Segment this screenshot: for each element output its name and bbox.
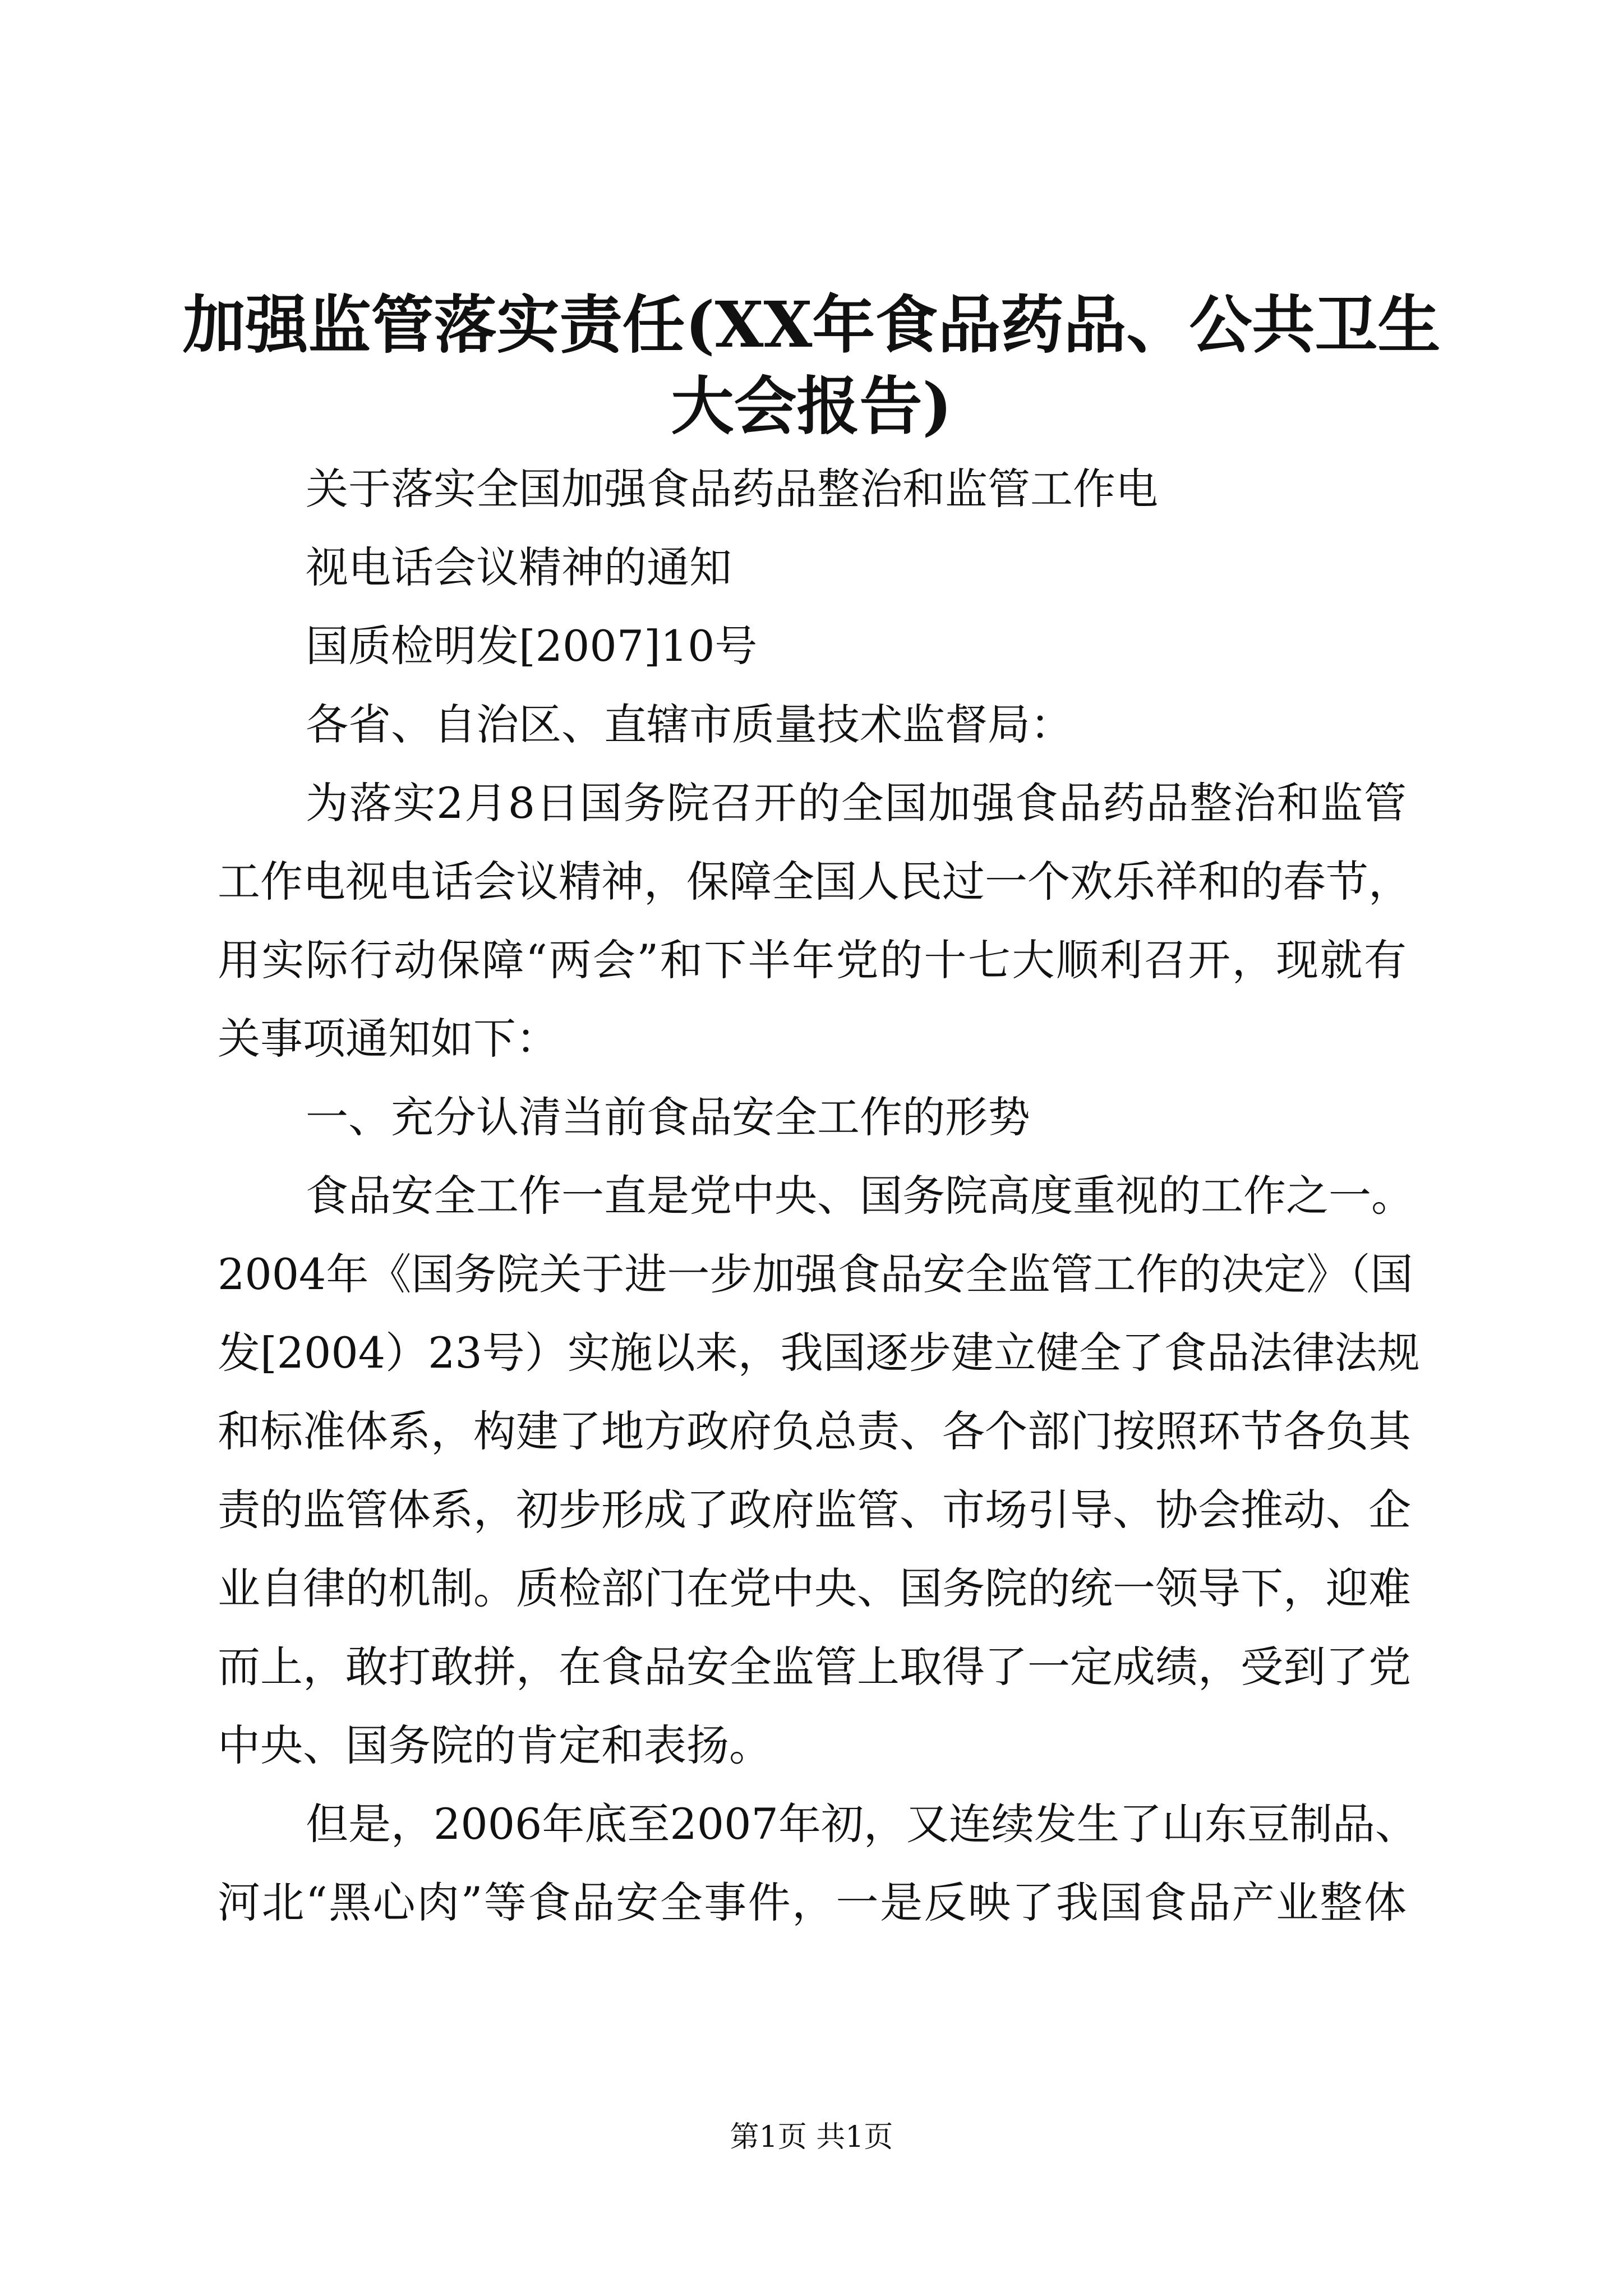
paragraph-line: 为落实2月8日国务院召开的全国加强食品药品整治和监管 [306, 778, 1407, 828]
document-title-line-2: 大会报告) [671, 370, 952, 443]
paragraph-line: 用实际行动保障“两会”和下半年党的十七大顺利召开，现就有 [218, 935, 1407, 985]
document-title-line-1: 加强监管落实责任(XX年食品药品、公共卫生 [182, 288, 1441, 362]
paragraph-line: 发[2004）23号）实施以来，我国逐步建立健全了食品法律法规 [218, 1328, 1420, 1378]
paragraph-line: 河北“黑心肉”等食品安全事件，一是反映了我国食品产业整体 [218, 1878, 1407, 1927]
paragraph-line: 中央、国务院的肯定和表扬。 [218, 1720, 772, 1770]
notice-title-line-2: 视电话会议精神的通知 [306, 542, 732, 592]
notice-title-line-1: 关于落实全国加强食品药品整治和监管工作电 [306, 464, 1158, 514]
salutation: 各省、自治区、直辖市质量技术监督局： [306, 700, 1073, 749]
paragraph-line: 和标准体系，构建了地方政府负总责、各个部门按照环节各负其 [218, 1406, 1411, 1456]
paragraph-line: 责的监管体系，初步形成了政府监管、市场引导、协会推动、企 [218, 1485, 1411, 1535]
paragraph-line: 而上，敢打敢拼，在食品安全监管上取得了一定成绩，受到了党 [218, 1642, 1411, 1692]
paragraph-line: 但是，2006年底至2007年初，又连续发生了山东豆制品、 [306, 1799, 1418, 1849]
section-heading: 一、充分认清当前食品安全工作的形势 [306, 1092, 1030, 1142]
paragraph-line: 食品安全工作一直是党中央、国务院高度重视的工作之一。 [306, 1171, 1414, 1221]
paragraph-line: 业自律的机制。质检部门在党中央、国务院的统一领导下，迎难 [218, 1563, 1411, 1613]
document-number: 国质检明发[2007]10号 [306, 621, 758, 671]
paragraph-line: 关事项通知如下： [218, 1014, 559, 1064]
paragraph-line: 工作电视电话会议精神，保障全国人民过一个欢乐祥和的春节， [218, 857, 1411, 907]
paragraph-line: 2004年《国务院关于进一步加强食品安全监管工作的决定》（国 [218, 1249, 1413, 1299]
page-footer: 第1页 共1页 [730, 2120, 893, 2154]
